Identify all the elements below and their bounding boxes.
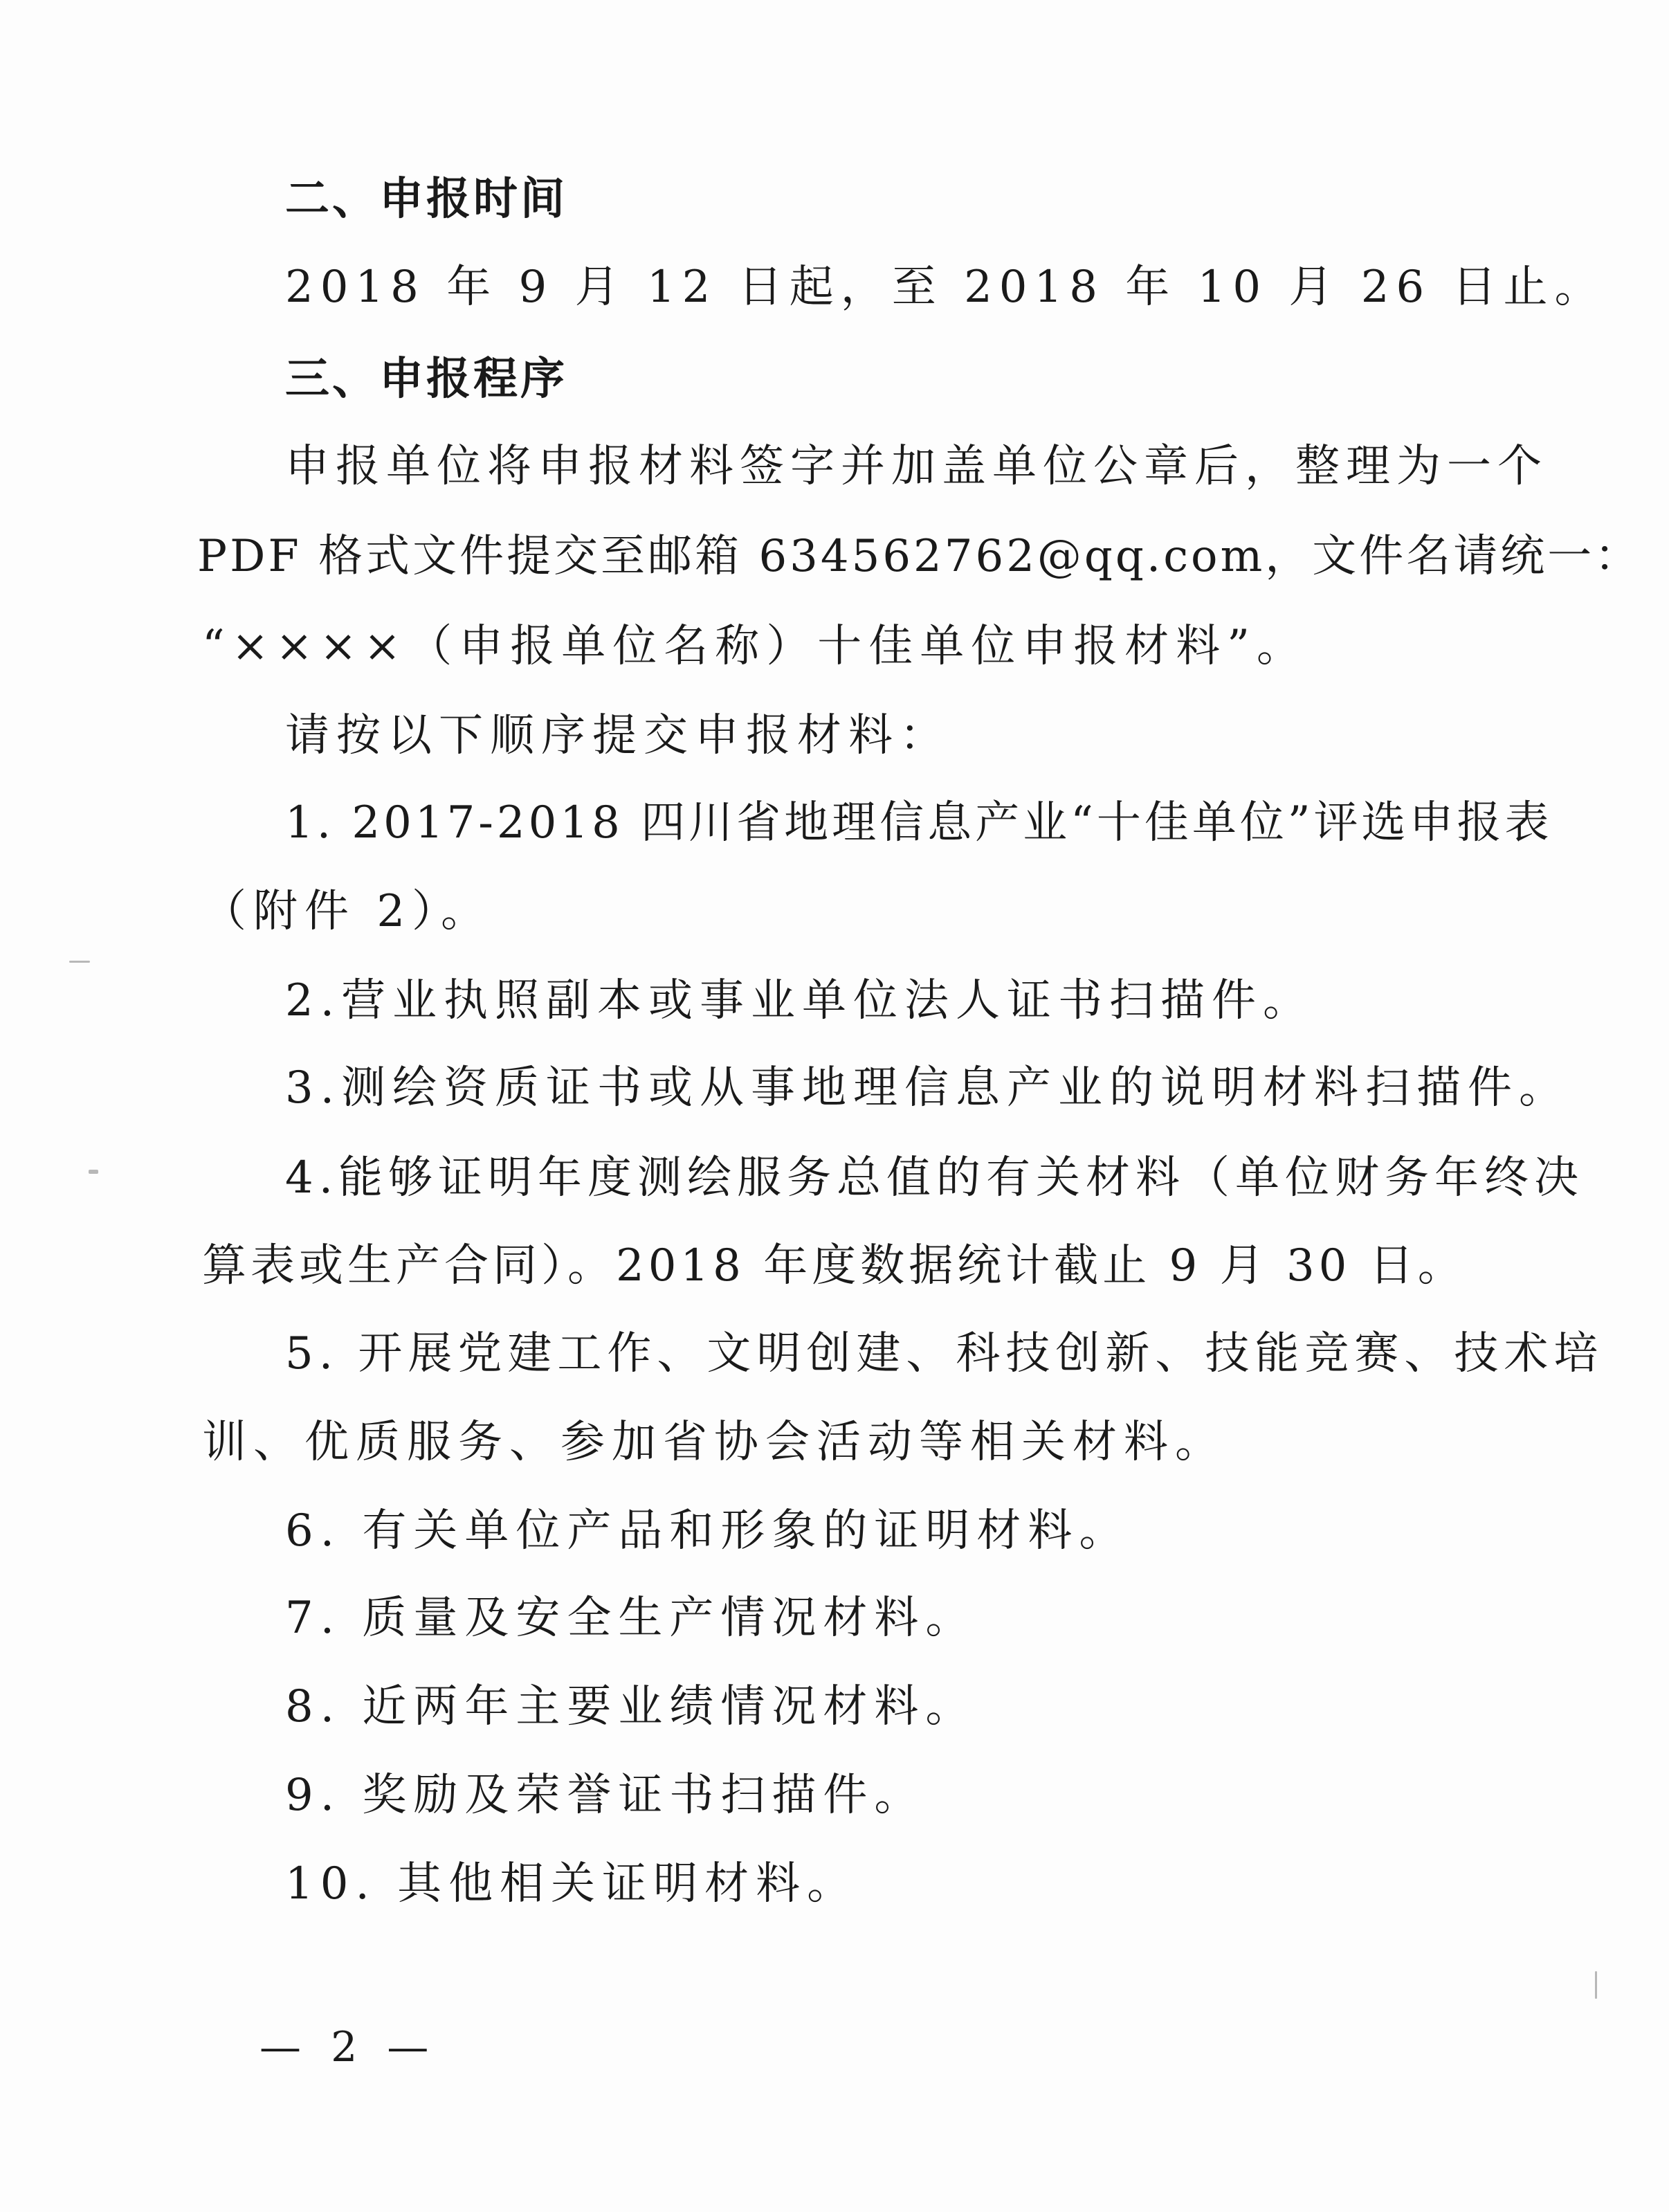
list-item-10: 10. 其他相关证明材料。 <box>285 1858 859 1910</box>
list-item-3: 3.测绘资质证书或从事地理信息产业的说明材料扫描件。 <box>285 1062 1571 1114</box>
list-item-2: 2.营业执照副本或事业单位法人证书扫描件。 <box>285 975 1315 1026</box>
procedure-para-line-1: 申报单位将申报材料签字并加盖单位公章后，整理为一个 <box>285 441 1548 492</box>
list-item-6: 6. 有关单位产品和形象的证明材料。 <box>285 1505 1131 1557</box>
procedure-para-line-2: PDF 格式文件提交至邮箱 634562762@qq.com，文件名请统一： <box>197 531 1642 582</box>
scan-speck <box>1595 1971 1597 1999</box>
list-item-5-line-2: 训、优质服务、参加省协会活动等相关材料。 <box>202 1417 1226 1468</box>
list-item-9: 9. 奖励及荣誉证书扫描件。 <box>285 1770 926 1821</box>
list-item-1-line-1: 1. 2017-2018 四川省地理信息产业“十佳单位”评选申报表 <box>285 797 1553 849</box>
list-item-4-line-2: 算表或生产合同）。2018 年度数据统计截止 9 月 30 日。 <box>202 1240 1466 1291</box>
list-item-4-line-1: 4.能够证明年度测绘服务总值的有关材料（单位财务年终决 <box>285 1152 1585 1204</box>
section-heading-time: 二、申报时间 <box>285 174 567 225</box>
list-item-8: 8. 近两年主要业绩情况材料。 <box>285 1681 977 1732</box>
scan-speck <box>69 961 90 963</box>
procedure-para-line-3: “××××（申报单位名称）十佳单位申报材料”。 <box>202 621 1308 672</box>
procedure-intro: 请按以下顺序提交申报材料： <box>285 710 951 761</box>
section-heading-procedure: 三、申报程序 <box>285 354 567 405</box>
page-number: — 2 — <box>259 2023 437 2072</box>
list-item-7: 7. 质量及安全生产情况材料。 <box>285 1593 977 1644</box>
scan-speck <box>89 1170 98 1174</box>
list-item-5-line-1: 5. 开展党建工作、文明创建、科技创新、技能竞赛、技术培 <box>285 1328 1604 1379</box>
list-item-1-line-2: （附件 2）。 <box>202 886 493 937</box>
section-time-text: 2018 年 9 月 12 日起，至 2018 年 10 月 26 日止。 <box>285 262 1606 313</box>
